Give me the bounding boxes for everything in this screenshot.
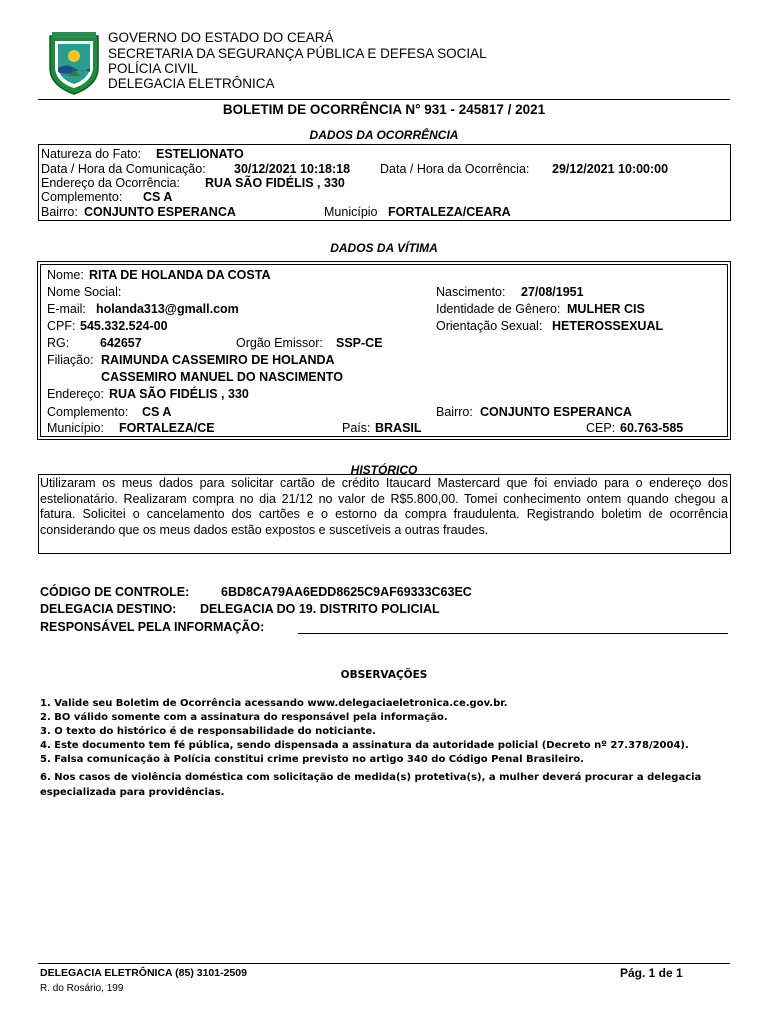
header-police: POLÍCIA CIVIL <box>108 61 199 76</box>
delegacia-destino-value: DELEGACIA DO 19. DISTRITO POLICIAL <box>200 602 440 616</box>
observacoes-title: OBSERVAÇÕES <box>340 669 428 681</box>
email-label: E-mail: <box>47 302 86 316</box>
natureza-label: Natureza do Fato: <box>41 147 142 161</box>
pais-label: País: <box>342 421 371 435</box>
filiacao-value-1: RAIMUNDA CASSEMIRO DE HOLANDA <box>101 353 335 367</box>
nome-social-label: Nome Social: <box>47 285 122 299</box>
header-secretariat: SECRETARIA DA SEGURANÇA PÚBLICA E DEFESA SOCIAL <box>108 46 487 61</box>
signature-line <box>298 633 728 634</box>
observacao-item: 4. Este documento tem fé pública, sendo dispensada a assinatura da autoridade policial (Decreto nº 27.378/2004). <box>40 740 689 751</box>
orientacao-value: HETEROSSEXUAL <box>552 319 664 333</box>
email-value: holanda313@gmall.com <box>96 302 239 316</box>
observacao-item: 6. Nos casos de violência doméstica com solicitação de medida(s) protetiva(s), a mulher deverá procurar a delegacia especializada para providências. <box>40 772 702 798</box>
nascimento-value: 27/08/1951 <box>521 285 584 299</box>
header-delegacia: DELEGACIA ELETRÔNICA <box>108 76 275 91</box>
bairro-label: Bairro: <box>436 405 473 419</box>
cpf-value: 545.332.524-00 <box>80 319 168 333</box>
data-ocorrencia-value: 29/12/2021 10:00:00 <box>552 162 669 176</box>
section-title-historico: HISTÓRICO <box>350 463 418 477</box>
endereco-value: RUA SÃO FIDÉLIS , 330 <box>109 387 249 401</box>
bairro-ocorrencia-value: CONJUNTO ESPERANCA <box>84 205 236 219</box>
cpf-label: CPF: <box>47 319 76 333</box>
cep-label: CEP: <box>586 421 616 435</box>
observacao-item: 5. Falsa comunicação à Polícia constitui crime previsto no artigo 340 do Código Penal Brasileiro. <box>40 754 584 765</box>
data-comunicacao-value: 30/12/2021 10:18:18 <box>234 162 351 176</box>
complemento-ocorrencia-value: CS A <box>143 190 173 204</box>
complemento-label: Complemento: <box>47 405 129 419</box>
observacao-item: 1. Valide seu Boletim de Ocorrência acessando www.delegaciaeletronica.ce.gov.br. <box>40 698 508 709</box>
complemento-ocorrencia-label: Complemento: <box>41 190 123 204</box>
document-title: BOLETIM DE OCORRÊNCIA N° 931 - 245817 / 2021 <box>222 102 546 117</box>
data-comunicacao-label: Data / Hora da Comunicação: <box>41 162 206 176</box>
orgao-value: SSP-CE <box>336 336 383 350</box>
codigo-label: CÓDIGO DE CONTROLE: <box>40 585 190 599</box>
endereco-ocorrencia-value: RUA SÃO FIDÉLIS , 330 <box>205 176 345 190</box>
observacao-item: 2. BO válido somente com a assinatura do responsável pela informação. <box>40 712 448 723</box>
observacao-item: 3. O texto do histórico é de responsabilidade do noticiante. <box>40 726 376 737</box>
codigo-value: 6BD8CA79AA6EDD8625C9AF69333C63EC <box>221 585 472 599</box>
filiacao-label: Filiação: <box>47 353 94 367</box>
endereco-label: Endereço: <box>47 387 104 401</box>
data-ocorrencia-label: Data / Hora da Ocorrência: <box>380 162 530 176</box>
footer-address: R. do Rosário, 199 <box>40 983 124 994</box>
bairro-ocorrencia-label: Bairro: <box>41 205 78 219</box>
nascimento-label: Nascimento: <box>436 285 506 299</box>
municipio-ocorrencia-value: FORTALEZA/CEARA <box>388 205 511 219</box>
footer-phone: DELEGACIA ELETRÔNICA (85) 3101-2509 <box>40 967 247 979</box>
page-number: Pág. 1 de 1 <box>620 966 683 980</box>
rg-value: 642657 <box>100 336 142 350</box>
bairro-value: CONJUNTO ESPERANCA <box>480 405 632 419</box>
cep-value: 60.763-585 <box>620 421 684 435</box>
historico-text: Utilizaram os meus dados para solicitar cartão de crédito Itaucard Mastercard que foi enviado para o endereço dos estelionatário. Realizaram compra no dia 21/12 no valor de R$5.800,00. Tomei conhecimento ontem quando chegou a fatura. Solicitei o cancelamento dos cartões e o estorno da compra fraudulenta. Registrando boletim de ocorrência considerando que os meus dados estão expostos e suscetíveis a outras fraudes. <box>40 476 728 537</box>
nome-value: RITA DE HOLANDA DA COSTA <box>89 268 271 282</box>
footer-divider <box>38 963 730 964</box>
municipio-ocorrencia-label: Município <box>324 205 378 219</box>
section-title-ocorrencia: DADOS DA OCORRÊNCIA <box>309 128 459 142</box>
orientacao-label: Orientação Sexual: <box>436 319 543 333</box>
genero-label: Identidade de Gênero: <box>436 302 561 316</box>
filiacao-value-2: CASSEMIRO MANUEL DO NASCIMENTO <box>101 370 343 384</box>
responsavel-label: RESPONSÁVEL PELA INFORMAÇÃO: <box>40 620 265 634</box>
header-government: GOVERNO DO ESTADO DO CEARÁ <box>108 30 334 45</box>
nome-label: Nome: <box>47 268 84 282</box>
complemento-value: CS A <box>142 405 172 419</box>
genero-value: MULHER CIS <box>567 302 645 316</box>
ceara-coat-of-arms-icon <box>46 30 102 96</box>
delegacia-destino-label: DELEGACIA DESTINO: <box>40 602 177 616</box>
orgao-label: Orgão Emissor: <box>236 336 323 350</box>
natureza-value: ESTELIONATO <box>156 147 244 161</box>
municipio-label: Município: <box>47 421 104 435</box>
pais-value: BRASIL <box>375 421 422 435</box>
header-divider <box>38 99 730 100</box>
endereco-ocorrencia-label: Endereço da Ocorrência: <box>41 176 180 190</box>
rg-label: RG: <box>47 336 70 350</box>
municipio-value: FORTALEZA/CE <box>119 421 215 435</box>
section-title-vitima: DADOS DA VÍTIMA <box>330 241 438 255</box>
